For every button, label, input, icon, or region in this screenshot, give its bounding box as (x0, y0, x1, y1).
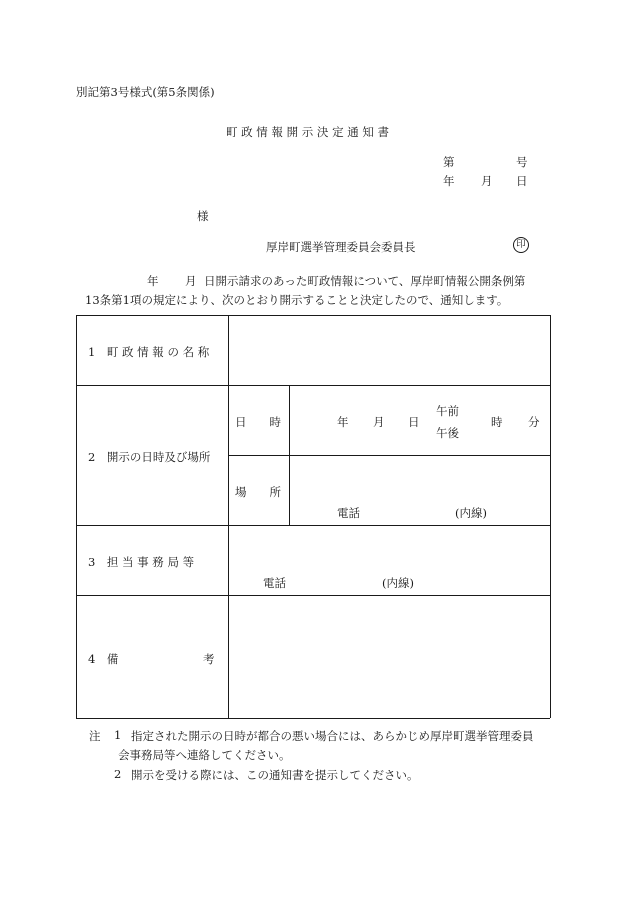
pm-label: 午後 (436, 426, 459, 440)
body-year: 年 (147, 274, 159, 288)
note-1-number: 1 (114, 728, 122, 742)
datetime-year: 年 (337, 415, 349, 429)
row-info-name-label: 1 町 政 情 報 の 名 称 (88, 345, 210, 359)
place-extension-label: (内線) (455, 506, 487, 520)
datetime-month: 月 (373, 415, 385, 429)
date-day: 日 (516, 174, 528, 188)
datetime-label: 日 時 (235, 415, 281, 429)
body-month: 月 (185, 274, 197, 288)
table-border-top (76, 315, 550, 316)
place-label: 場 所 (235, 485, 281, 499)
note-1-line-2: 会事務局等へ連絡してください。 (118, 748, 291, 762)
row-remarks-label: 4 備 (88, 652, 119, 666)
recipient-suffix: 様 (197, 209, 209, 223)
table-subcolumn-divider (289, 385, 290, 525)
datetime-hour: 時 (491, 415, 503, 429)
table-border-left (76, 315, 77, 718)
place-phone-label: 電話 (337, 506, 360, 520)
body-line2: 13条第1項の規定により、次のとおり開示することと決定したので、通知します。 (85, 293, 509, 307)
note-1-line-1: 指定された開示の日時が都合の悪い場合には、あらかじめ厚岸町選挙管理委員 (131, 729, 534, 743)
row-datetime-place-label: 2 開示の日時及び場所 (88, 450, 211, 464)
table-divider-inner (228, 455, 550, 456)
table-divider-2 (76, 525, 550, 526)
seal-mark: 印 (513, 237, 529, 253)
table-border-bottom (76, 718, 550, 719)
date-month: 月 (481, 174, 493, 188)
row-office-label: 3 担 当 事 務 局 等 (88, 555, 195, 569)
table-divider-3 (76, 595, 550, 596)
datetime-minute: 分 (528, 415, 540, 429)
doc-number-suffix: 号 (516, 155, 528, 169)
issuer-title: 厚岸町選挙管理委員会委員長 (266, 240, 416, 254)
office-phone-label: 電話 (263, 576, 286, 590)
notes-prefix: 注 (89, 729, 101, 743)
office-extension-label: (内線) (382, 576, 414, 590)
doc-number-label: 第 (443, 155, 455, 169)
body-line1: 日開示請求のあった町政情報について、厚岸町情報公開条例第 (204, 274, 526, 288)
am-label: 午前 (436, 404, 459, 418)
note-2-number: 2 (114, 767, 122, 781)
datetime-day: 日 (408, 415, 420, 429)
table-border-right (550, 315, 551, 718)
page-title: 町 政 情 報 開 示 決 定 通 知 書 (226, 125, 390, 139)
date-year: 年 (443, 174, 455, 188)
table-column-divider (228, 315, 229, 718)
form-label: 別記第3号様式(第5条関係) (76, 85, 215, 99)
table-divider-1 (76, 385, 550, 386)
row-remarks-label-end: 考 (203, 652, 215, 666)
note-2-line-1: 開示を受ける際には、この通知書を提示してください。 (131, 768, 419, 782)
